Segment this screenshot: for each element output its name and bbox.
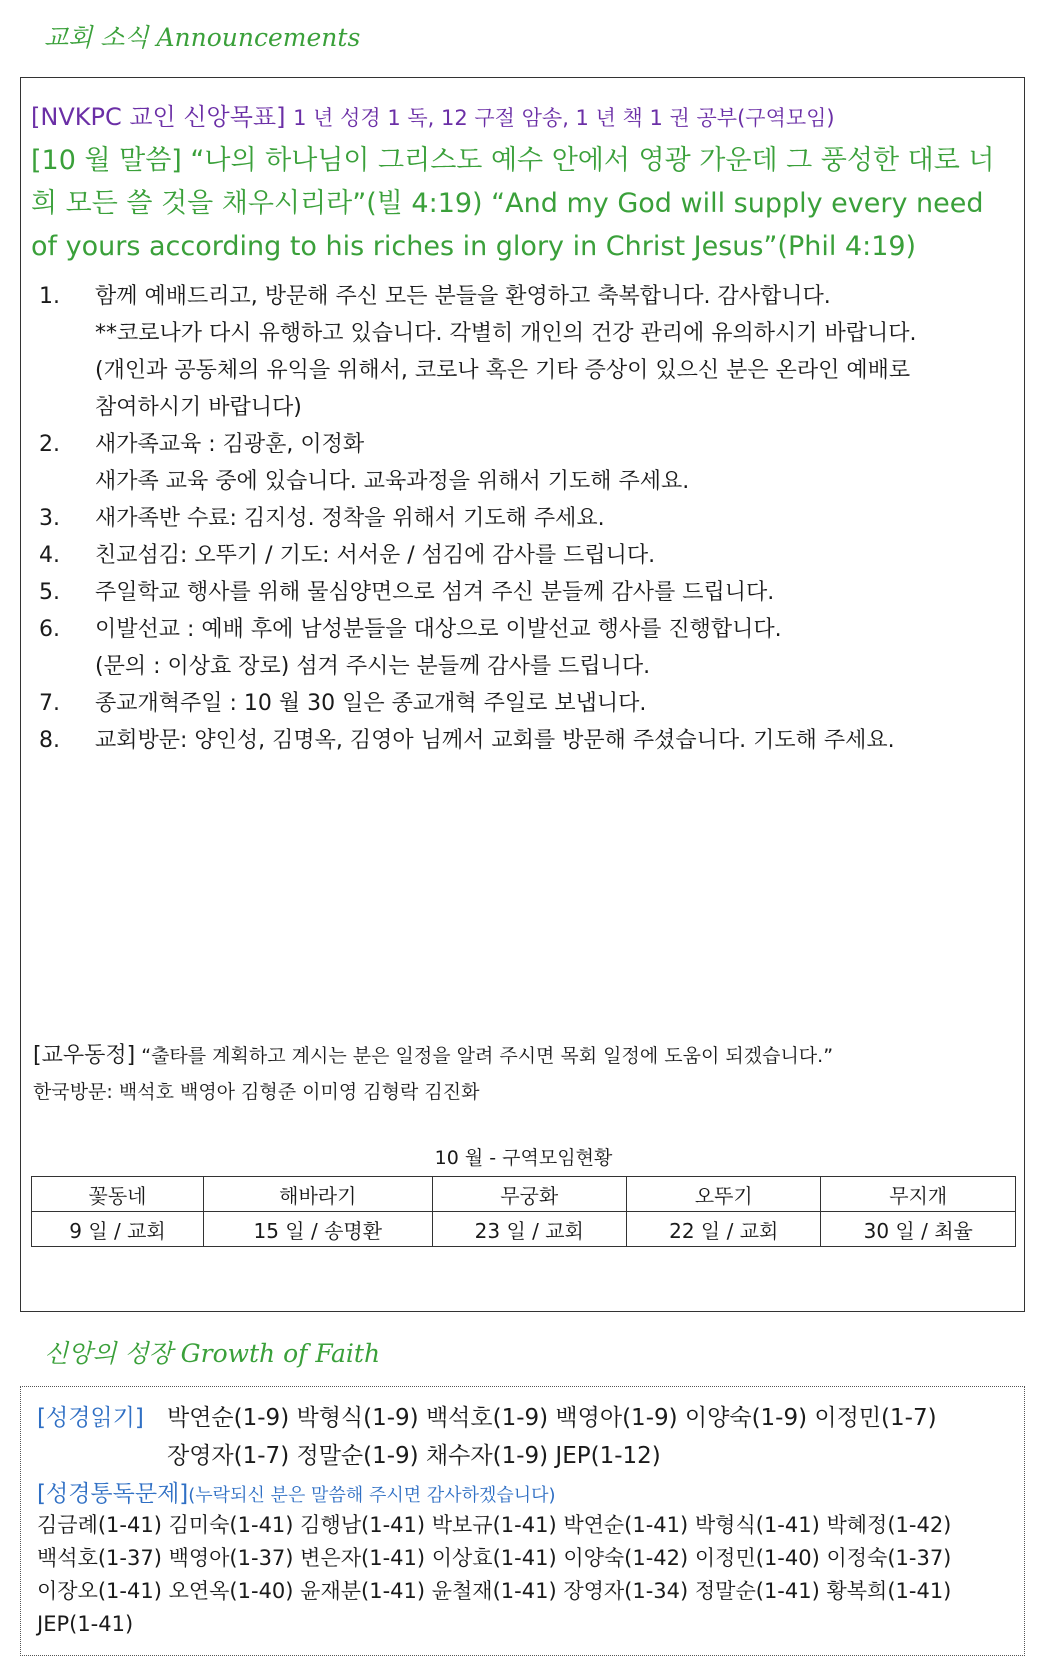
list-item: 2. 새가족교육 : 김광훈, 이정화 새가족 교육 중에 있습니다. 교육과정을 위해서 기도해 주세요.: [39, 432, 690, 494]
list-item: 3. 새가족반 수료: 김지성. 정착을 위해서 기도해 주세요.: [39, 506, 605, 531]
announcement-list: [33, 278, 1018, 759]
korea-visit: 한국방문: 백석호 백영아 김형준 이미영 김형락 김진화: [33, 1081, 480, 1103]
table-header: 무지개: [821, 1177, 1016, 1212]
group-table-title: 10 월 - 구역모임현황: [434, 1147, 613, 1169]
group-table: [31, 1176, 1016, 1247]
list-item: 1. 함께 예배드리고, 방문해 주신 모든 분들을 환영하고 축복합니다. 감사합니다. **코로나가 다시 유행하고 있습니다. 각별히 개인의 건강 관리에 유의하시기 바랍니다. (개인과 공동체의 유익을 위해서, 코로나 혹은 기타 증상이 있으신 분은 온라인 예배로 참여하시기 바랍니다): [39, 284, 917, 420]
list-item: 8. 교회방문: 양인성, 김명옥, 김영아 님께서 교회를 방문해 주셨습니다. 기도해 주세요.: [39, 728, 895, 753]
list-item: 5. 주일학교 행사를 위해 물심양면으로 섬겨 주신 분들께 감사를 드립니다.: [39, 580, 775, 605]
growth-title: 신앙의 성장 Growth of Faith: [44, 1339, 381, 1368]
table-cell: 9 일 / 교회: [32, 1212, 204, 1247]
table-header: 무궁화: [432, 1177, 626, 1212]
table-cell: 22 일 / 교회: [627, 1212, 821, 1247]
table-cell: 15 일 / 송명환: [204, 1212, 433, 1247]
list-item: 4. 친교섬김: 오뚜기 / 기도: 서서운 / 섬김에 감사를 드립니다.: [39, 543, 656, 568]
faith-goal: [31, 96, 1016, 139]
bible-reading-names: 박연순(1-9) 박형식(1-9) 백석호(1-9) 백영아(1-9) 이양숙(1-9) 이정민(1-7) 장영자(1-7) 정말순(1-9) 채수자(1-9) JEP(1-12): [167, 1405, 937, 1469]
bible-quiz-names: 김금례(1-41) 김미숙(1-41) 김행남(1-41) 박보규(1-41) 박연순(1-41) 박형식(1-41) 박혜정(1-42) 백석호(1-37) 백영아(1-37) 변은자(1-41) 이상효(1-41) 이양숙(1-42) 이정민(1-40) 이정숙(1-37) 이장오(1-41) 오연옥(1-40) 윤재분(1-41) 윤철재(1-41) 장영자(1-34) 정말순(1-41) 황복희(1-41) JEP(1-41): [37, 1513, 952, 1636]
member-news: [33, 1038, 1013, 1110]
bible-reading-label: [성경읽기]: [37, 1405, 144, 1431]
faith-goal-label: [NVKPC 교인 신앙목표]: [31, 103, 286, 131]
announcements-box: [20, 77, 1025, 1312]
table-cell: 30 일 / 최율: [821, 1212, 1016, 1247]
announcements-title: 교회 소식 Announcements: [44, 23, 361, 52]
monthly-verse: [10 월 말씀] “나의 하나님이 그리스도 예수 안에서 영광 가운데 그 풍성한 대로 너희 모든 쓸 것을 채우시리라”(빌 4:19) “And my God will supply every need of yours according to his riches in glory in Christ Jesus”(Phil 4:19): [31, 145, 995, 262]
table-header: 꽃동네: [32, 1177, 204, 1212]
table-cell: 23 일 / 교회: [432, 1212, 626, 1247]
list-item: 6. 이발선교 : 예배 후에 남성분들을 대상으로 이발선교 행사를 진행합니다. (문의 : 이상효 장로) 섬겨 주시는 분들께 감사를 드립니다.: [39, 617, 782, 679]
bible-quiz-note: (누락되신 분은 말씀해 주시면 감사하겠습니다): [188, 1485, 556, 1506]
member-news-label: [교우동정]: [33, 1043, 136, 1068]
bible-quiz-header: [37, 1475, 556, 1508]
growth-box: [20, 1386, 1025, 1656]
table-header: 해바라기: [204, 1177, 433, 1212]
faith-goal-text: 1 년 성경 1 독, 12 구절 암송, 1 년 책 1 권 공부(구역모임): [293, 106, 835, 130]
table-header: 오뚜기: [627, 1177, 821, 1212]
list-item: 7. 종교개혁주일 : 10 월 30 일은 종교개혁 주일로 보냅니다.: [39, 691, 647, 716]
bible-quiz-label: [성경통독문제]: [37, 1481, 189, 1507]
member-news-text: “출타를 계획하고 계시는 분은 일정을 알려 주시면 목회 일정에 도움이 되겠습니다.”: [141, 1045, 834, 1067]
